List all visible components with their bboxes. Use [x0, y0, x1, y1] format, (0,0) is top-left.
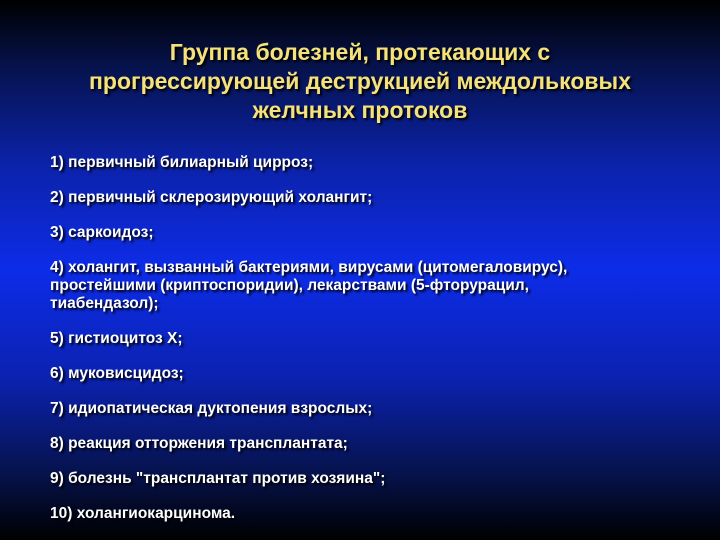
slide-title-line: прогрессирующей деструкцией междольковых — [89, 68, 631, 94]
list-item-text: 10) холангиокарцинома. — [50, 505, 236, 522]
list-item-text: 2) первичный склерозирующий холангит; — [50, 189, 373, 206]
list-item-text: 6) муковисцидоз; — [50, 365, 184, 382]
list-item-text: 3) саркоидоз; — [50, 224, 154, 241]
list-item — [50, 330, 690, 348]
list-item — [50, 470, 690, 488]
slide-title — [40, 38, 680, 125]
list-item-text: простейшими (криптоспоридии), лекарствами (5-фторурацил, — [50, 277, 529, 294]
list-item — [50, 154, 690, 172]
list-item — [50, 259, 690, 313]
list-item — [50, 189, 690, 207]
list-item — [50, 505, 690, 523]
list-item — [50, 365, 690, 383]
disease-list — [50, 154, 690, 540]
list-item — [50, 224, 690, 242]
list-item-text: тиабендазол); — [50, 295, 159, 312]
slide-title-line: Группа болезней, протекающих с — [169, 39, 551, 65]
list-item-text: 9) болезнь "трансплантат против хозяина"; — [50, 470, 386, 487]
list-item — [50, 435, 690, 453]
list-item-text: 1) первичный билиарный цирроз; — [50, 154, 314, 171]
list-item-text: 5) гистиоцитоз X; — [50, 330, 183, 347]
list-item-text: 8) реакция отторжения трансплантата; — [50, 435, 348, 452]
list-item-text: 7) идиопатическая дуктопения взрослых; — [50, 400, 373, 417]
list-item — [50, 400, 690, 418]
list-item-text: 4) холангит, вызванный бактериями, вирусами (цитомегаловирус), — [50, 259, 568, 276]
slide-title-line: желчных протоков — [252, 97, 468, 123]
